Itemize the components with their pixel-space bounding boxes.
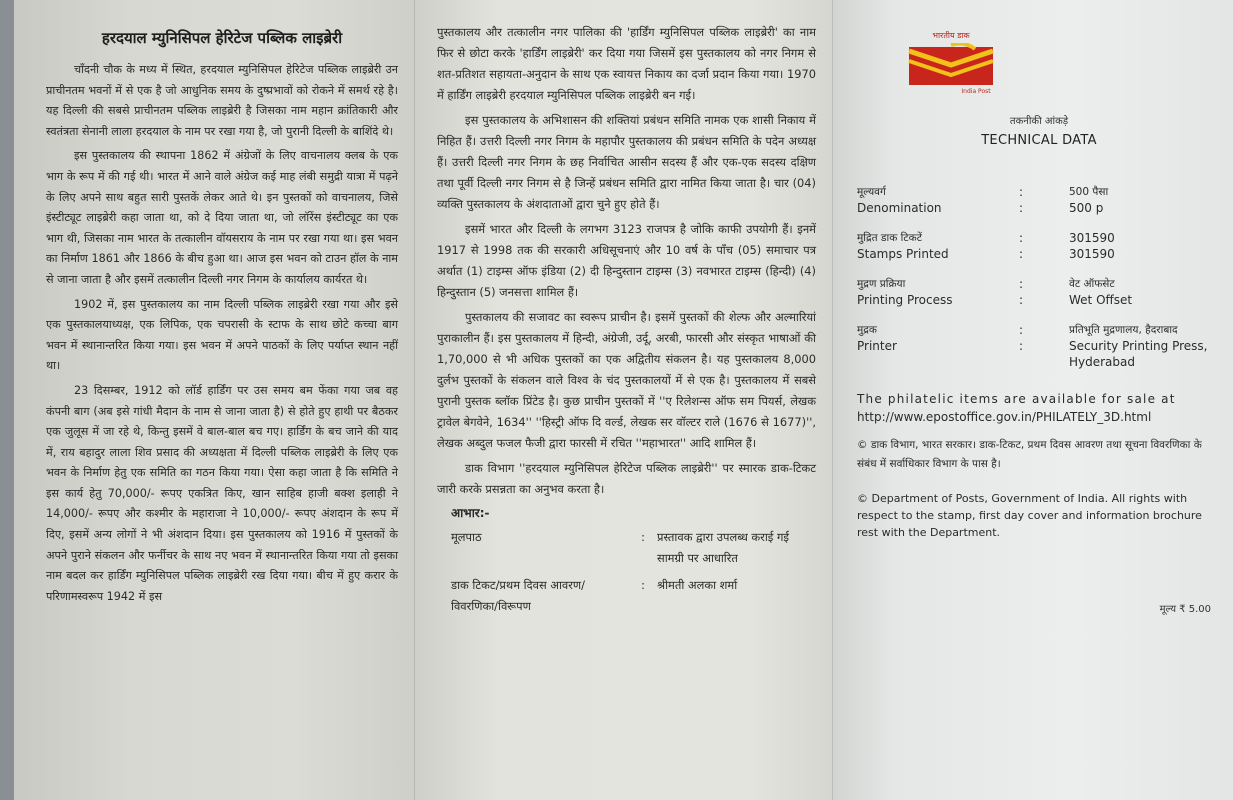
brochure-title: हरदयाल म्युनिसिपल हेरिटेज पब्लिक लाइब्रेरी xyxy=(101,29,343,47)
acknowledgement-heading: आभार:- xyxy=(451,506,490,520)
sale-notice-text: The philatelic items are available for sale at xyxy=(857,392,1176,406)
tech-colon: : xyxy=(1019,201,1024,215)
tech-colon: : xyxy=(1019,339,1024,353)
middle-paragraph-5: डाक विभाग ''हरदयाल म्युनिसिपल हेरिटेज पब्लिक लाइब्रेरी'' पर स्मारक डाक-टिकट जारी करके प्रसन्नता का अनुभव करता है। xyxy=(437,461,816,496)
tech-colon: : xyxy=(1019,247,1024,261)
acknowledgement-row xyxy=(451,575,816,617)
middle-paragraph-3: इसमें भारत और दिल्ली के लगभग 3123 राजपत्र है जोकि काफी उपयोगी हैं। इनमें 1917 से 1998 तक की सरकारी अधिसूचनाएं और 10 वर्ष के पाँच (05) समाचार पत्र अर्थात (1) टाइम्स ऑफ इंडिया (2) दी हिन्दुस्तान टाइम्स (3) नवभारत टाइम्स (हिन्दी) (4) हिन्दुस्तान (5) जनसत्ता शामिल हैं। xyxy=(437,222,816,299)
technical-data-table xyxy=(857,184,1215,370)
tech-label: Denomination xyxy=(857,201,942,215)
left-paragraph-1: चाँदनी चौक के मध्य में स्थित, हरदयाल म्युनिसिपल हेरिटेज पब्लिक लाइब्रेरी उन प्राचीनतम भवनों में से एक है जो आधुनिक समय के दुष्प्रभावों को रोकने में समर्थ रहे है। यह दिल्ली की सबसे प्राचीनतम पब्लिक लाइब्रेरी है जिसका नाम महान क्रांतिकारी और स्वतंत्रता सेनानी लाला हरदयाल के नाम पर रखा गया है, जो पुरानी दिल्ली के बाशिंदे थे। xyxy=(46,63,398,138)
tech-colon: : xyxy=(1019,277,1024,291)
india-post-emblem-icon xyxy=(905,43,997,87)
tech-label: Stamps Printed xyxy=(857,247,949,261)
middle-paragraph-4: पुस्तकालय की सजावट का स्वरूप प्राचीन है। इसमें पुस्तकों की शेल्फ और अल्मारियां पुराकालीन हैं। इस पुस्तकालय में हिन्दी, अंग्रेजी, उर्दू, अरबी, फारसी और संस्कृत भाषाओं की 1,70,000 से भी अधिक पुस्तकों का एक अद्वितीय संकलन है। यह पुस्तकालय 8,000 दुर्लभ पुस्तकों के संकलन वाले विश्व के चंद पुस्तकालयों में से एक है। पुस्तकालय में सबसे पुरानी पुस्तक ब्लॉक प्रिंटेड है। कुछ प्राचीन पुस्तकों में ''ए रिलेशन्स ऑफ सम पियर्स, लेखक ट्रावेल बेगवेने, 1634'' ''हिस्ट्री ऑफ दि वर्ल्ड, लेखक सर वॉल्टर राले (1676 से 1677)'', लेखक अब्दुल फजल फैजी द्वारा फारसी में रचित ''महाभारत'' आदि शामिल हैं। xyxy=(437,310,816,450)
tech-label-hindi: मुद्रक xyxy=(857,324,877,336)
left-paragraph-4: 23 दिसम्बर, 1912 को लॉर्ड हार्डिंग पर उस समय बम फेंका गया जब वह कंपनी बाग (अब इसे गांधी मैदान के नाम से जाना जाता है) से होते हुए हाथी पर बैठकर एक जुलूस में जा रहे थे, किन्तु इसमें वे बाल-बाल बच गए। हार्डिंग के बच जाने की याद में, राय बहादुर लाला शिव प्रसाद की अध्यक्षता में दिल्ली पब्लिक लाइब्रेरी के लिए एक भवन के निर्माण हेतु एक समिति का गठन किया गया। ऐसा कहा जाता है कि समिति ने इस कार्य हेतु 70,000/- रूपए एकत्रित किए, खान साहिब हाजी बक्श इलाही ने 14,000/- रूपए और कश्मीर के महाराजा ने 10,000/- रूपए अंशदान के रूप में दिए, इसमें अन्य लोगों ने भी अंशदान दिया। इस पुस्तकालय को 1916 में पुस्तकों के अपने पुराने संकलन और फर्नीचर के साथ नए भवन में स्थानान्तरित किया गया तो इसका नाम बदल कर हार्डिंग म्युनिसिपल पब्लिक लाइब्रेरी रख दिया गया। बीच में हुए करार के परिणामस्वरूप 1942 में इस xyxy=(46,383,398,603)
tech-row xyxy=(857,184,1215,200)
ack-label: मूलपाठ xyxy=(451,530,482,544)
ack-value: श्रीमती अलका शर्मा xyxy=(657,578,738,592)
tech-value: Wet Offset xyxy=(1069,293,1133,307)
sale-notice xyxy=(857,390,1215,426)
tech-row xyxy=(857,276,1215,292)
left-paragraph-3: 1902 में, इस पुस्तकालय का नाम दिल्ली पब्लिक लाइब्रेरी रखा गया और इसे एक पुस्तकालयाध्यक्ष, एक लिपिक, एक चपरासी के स्टाफ के साथ छोटे कच्चा बाग भवन में स्थानान्तरित किया गया। इस भवन में अपने पाठकों के लिए पर्याप्त स्थान नहीं था। xyxy=(46,297,398,373)
middle-paragraph-2: इस पुस्तकालय के अभिशासन की शक्तियां प्रबंधन समिति नामक एक शासी निकाय में निहित हैं। उत्तरी दिल्ली नगर निगम के महापौर पुस्तकालय की प्रबंधन समिति के पदेन अध्यक्ष हैं। उत्तरी दिल्ली नगर निगम के छह निर्वाचित आसीन सदस्य हैं और एक-एक सदस्य दक्षिण तथा पूर्वी दिल्ली नगर निगम से है जिन्हें प्रबंधन समिति द्वारा नामित किया जाता है। चार (04) व्यक्ति पुस्तकालय के अंशदाताओं द्वारा चुने हुए होते हैं। xyxy=(437,113,816,211)
ack-colon: : xyxy=(641,578,645,592)
tech-label: Printer xyxy=(857,339,897,353)
tech-value: 500 p xyxy=(1069,201,1104,215)
tech-group-printing-process xyxy=(857,276,1215,308)
sale-url-link[interactable]: http://www.epostoffice.gov.in/PHILATELY_3D.html xyxy=(857,410,1152,424)
brochure-left-panel xyxy=(14,0,414,800)
tech-label: Printing Process xyxy=(857,293,953,307)
logo-hindi-text: भारतीय डाक xyxy=(932,31,970,40)
ack-colon: : xyxy=(641,530,645,544)
technical-data-heading: TECHNICAL DATA xyxy=(981,133,1097,148)
tech-value-hindi: 301590 xyxy=(1069,231,1115,245)
tech-value: Security Printing Press, Hyderabad xyxy=(1069,339,1208,369)
tech-row xyxy=(857,246,1215,262)
left-paragraph-2: इस पुस्तकालय की स्थापना 1862 में अंग्रेजों के लिए वाचनालय क्लब के एक भाग के रूप में की गई थी। भारत में आने वाले अंग्रेज कई माह लंबी समुद्री यात्रा में पढ़ने के लिए अपने साथ बहुत सारी पुस्तकें लेकर आते थे। इन पुस्तकों को वाचनालय, जिसे इंस्टीट्यूट लाइब्रेरी कहा जाता था, को दे दिया जाता था, जो लॉरेंस इंस्टीट्यूट का एक भाग थी, जिसका नाम भारत के तत्कालीन वॉयसराय के नाम पर रखा गया था। इस भवन का निर्माण 1861 और 1866 के बीच हुआ था। आज इस भवन को टाउन हॉल के नाम से जाना जाता है और इसमें तत्कालीन दिल्ली नगर निगम के कार्यालय कार्यरत थे। xyxy=(46,149,398,286)
tech-row xyxy=(857,230,1215,246)
tech-label-hindi: मूल्यवर्ग xyxy=(857,186,886,198)
tech-label-hindi: मुद्रित डाक टिकटें xyxy=(857,232,923,244)
tech-group-denomination xyxy=(857,184,1215,216)
tech-colon: : xyxy=(1019,323,1024,337)
tech-colon: : xyxy=(1019,185,1024,199)
acknowledgement-row xyxy=(451,527,816,569)
tech-value-hindi: प्रतिभूति मुद्रणालय, हैदराबाद xyxy=(1069,324,1178,336)
copyright-english: © Department of Posts, Government of India. All rights with respect to the stamp, first day cover and information brochure rest with the Department. xyxy=(857,492,1202,539)
logo-english-text: India Post xyxy=(961,88,991,95)
brochure-right-panel xyxy=(832,0,1233,800)
tech-row xyxy=(857,322,1215,338)
copyright-hindi: © डाक विभाग, भारत सरकार। डाक-टिकट, प्रथम दिवस आवरण तथा सूचना विवरणिका के संबंध में सर्वाधिकार विभाग के पास है। xyxy=(857,439,1202,470)
brochure-middle-panel xyxy=(414,0,832,800)
tech-value-hindi: 500 पैसा xyxy=(1069,186,1109,198)
ack-value: प्रस्तावक द्वारा उपलब्ध कराई गई सामग्री पर आधारित xyxy=(657,530,790,565)
tech-row xyxy=(857,338,1215,370)
tech-group-printer xyxy=(857,322,1215,370)
technical-data-hindi-heading: तकनीकी आंकड़े xyxy=(1009,116,1069,127)
price-label: मूल्य ₹ 5.00 xyxy=(1159,604,1211,615)
tech-row xyxy=(857,292,1215,308)
ack-label: डाक टिकट/प्रथम दिवस आवरण/ विवरणिका/विरूपण xyxy=(451,578,585,613)
tech-row xyxy=(857,200,1215,216)
tech-colon: : xyxy=(1019,293,1024,307)
tech-group-stamps-printed xyxy=(857,230,1215,262)
india-post-logo xyxy=(881,30,1021,95)
tech-value-hindi: वेट ऑफसेट xyxy=(1069,278,1115,290)
tech-label-hindi: मुद्रण प्रक्रिया xyxy=(857,278,906,290)
middle-paragraph-1: पुस्तकालय और तत्कालीन नगर पालिका की 'हार्डिंग म्युनिसिपल पब्लिक लाइब्रेरी' का नाम फिर से छोटा करके 'हार्डिंग लाइब्रेरी' कर दिया गया जिसमें इस पुस्तकालय को नगर निगम से शत-प्रतिशत सहायता-अनुदान के साथ एक स्वायत्त निकाय का दर्जा प्रदान किया गया। 1970 में हार्डिंग लाइब्रेरी हरदयाल म्युनिसिपल पब्लिक लाइब्रेरी बन गई। xyxy=(437,25,816,102)
tech-colon: : xyxy=(1019,231,1024,245)
tech-value: 301590 xyxy=(1069,247,1115,261)
